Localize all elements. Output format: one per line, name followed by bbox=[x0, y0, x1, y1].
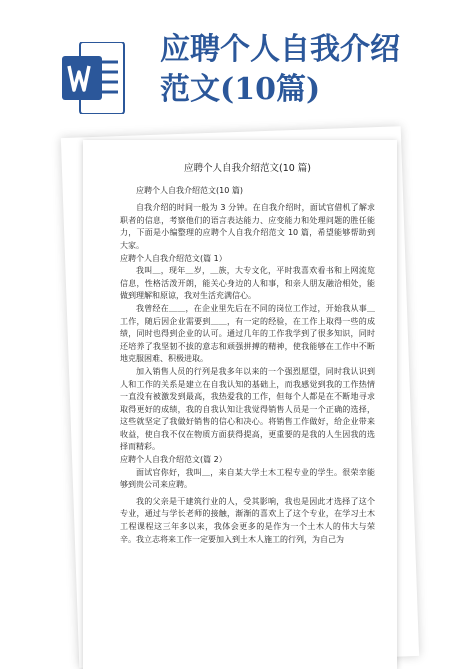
document-page bbox=[83, 140, 397, 669]
word-document-icon bbox=[62, 42, 126, 114]
section-1-paragraph-2: 我曾经在＿＿，在企业里先后在不同的岗位工作过，开始我从事＿工作，随后因企业需要到＿＿，有一定的经验，在工作上取得一些的成绩，同时也得到企业的认可。通过几年的工作我学到了很多知识，同时还培养了我坚韧不拔的意志和顽强拼搏的精神，使我能够在工作中不断地克服困难、积极进取。 bbox=[120, 303, 375, 364]
document-title: 应聘个人自我介绍范文(10 篇) bbox=[183, 163, 312, 174]
section-2-paragraph-2: 我的父亲是干建筑行业的人，受其影响，我也是因此才选择了这个专业，通过与学长老师的接触，渐渐的喜欢上了这个专业，在学习土木工程课程这三年多以来，我体会更多的是作为一个土木人的伟大与荣辛。我立志将来工作一定要加入到土木人施工的行列，为自己为 bbox=[120, 496, 375, 544]
section-2-heading: 应聘个人自我介绍范文(篇 2） bbox=[120, 455, 227, 465]
page-title bbox=[160, 30, 460, 110]
section-1-paragraph-3: 加入销售人员的行列是我多年以来的一个强烈愿望，同时我认识到人和工作的关系是建立在自我认知的基础上，而我感觉到我的工作热情一直没有被激发到最高，我热爱我的工作，但每个人都是在不断地寻求取得更好的成绩，我的自我认知让我觉得销售人员是一个正确的选择，这些就坚定了我做好销售的信心和决心。将销售工作做好，给企业带来收益，使自我不仅在物质方面获得提高，更重要的是我的人生因我的选择而精彩。 bbox=[120, 366, 375, 452]
section-2-paragraph-1: 面试官你好，我叫＿，来自某大学土木工程专业的学生。很荣幸能够到贵公司来应聘。 bbox=[120, 467, 375, 490]
section-1-heading: 应聘个人自我介绍范文(篇 1） bbox=[120, 253, 227, 263]
document-content bbox=[83, 140, 397, 546]
page-header bbox=[0, 0, 474, 130]
intro-paragraph: 自我介绍的时间一般为 3 分钟。在自我介绍时，面试官借机了解求职者的信息，考察他们的语言表达能力、应变能力和处理问题的胜任能力，下面是小编整理的应聘个人自我介绍范文 10 篇，希望能够帮助到大家。 bbox=[120, 203, 375, 250]
document-subtitle: 应聘个人自我介绍范文(10 篇) bbox=[136, 185, 243, 195]
section-1-paragraph-1: 我叫＿，现年＿岁，＿族，大专文化，平时我喜欢看书和上网流览信息，性格活泼开朗，能关心身边的人和事，和亲人朋友融洽相处，能做到理解和原谅，我对生活充满信心。 bbox=[120, 266, 375, 301]
page-title-line-1: 应聘个人自我介绍 bbox=[160, 32, 400, 67]
page-title-line-2: 范文(10篇) bbox=[160, 72, 321, 107]
